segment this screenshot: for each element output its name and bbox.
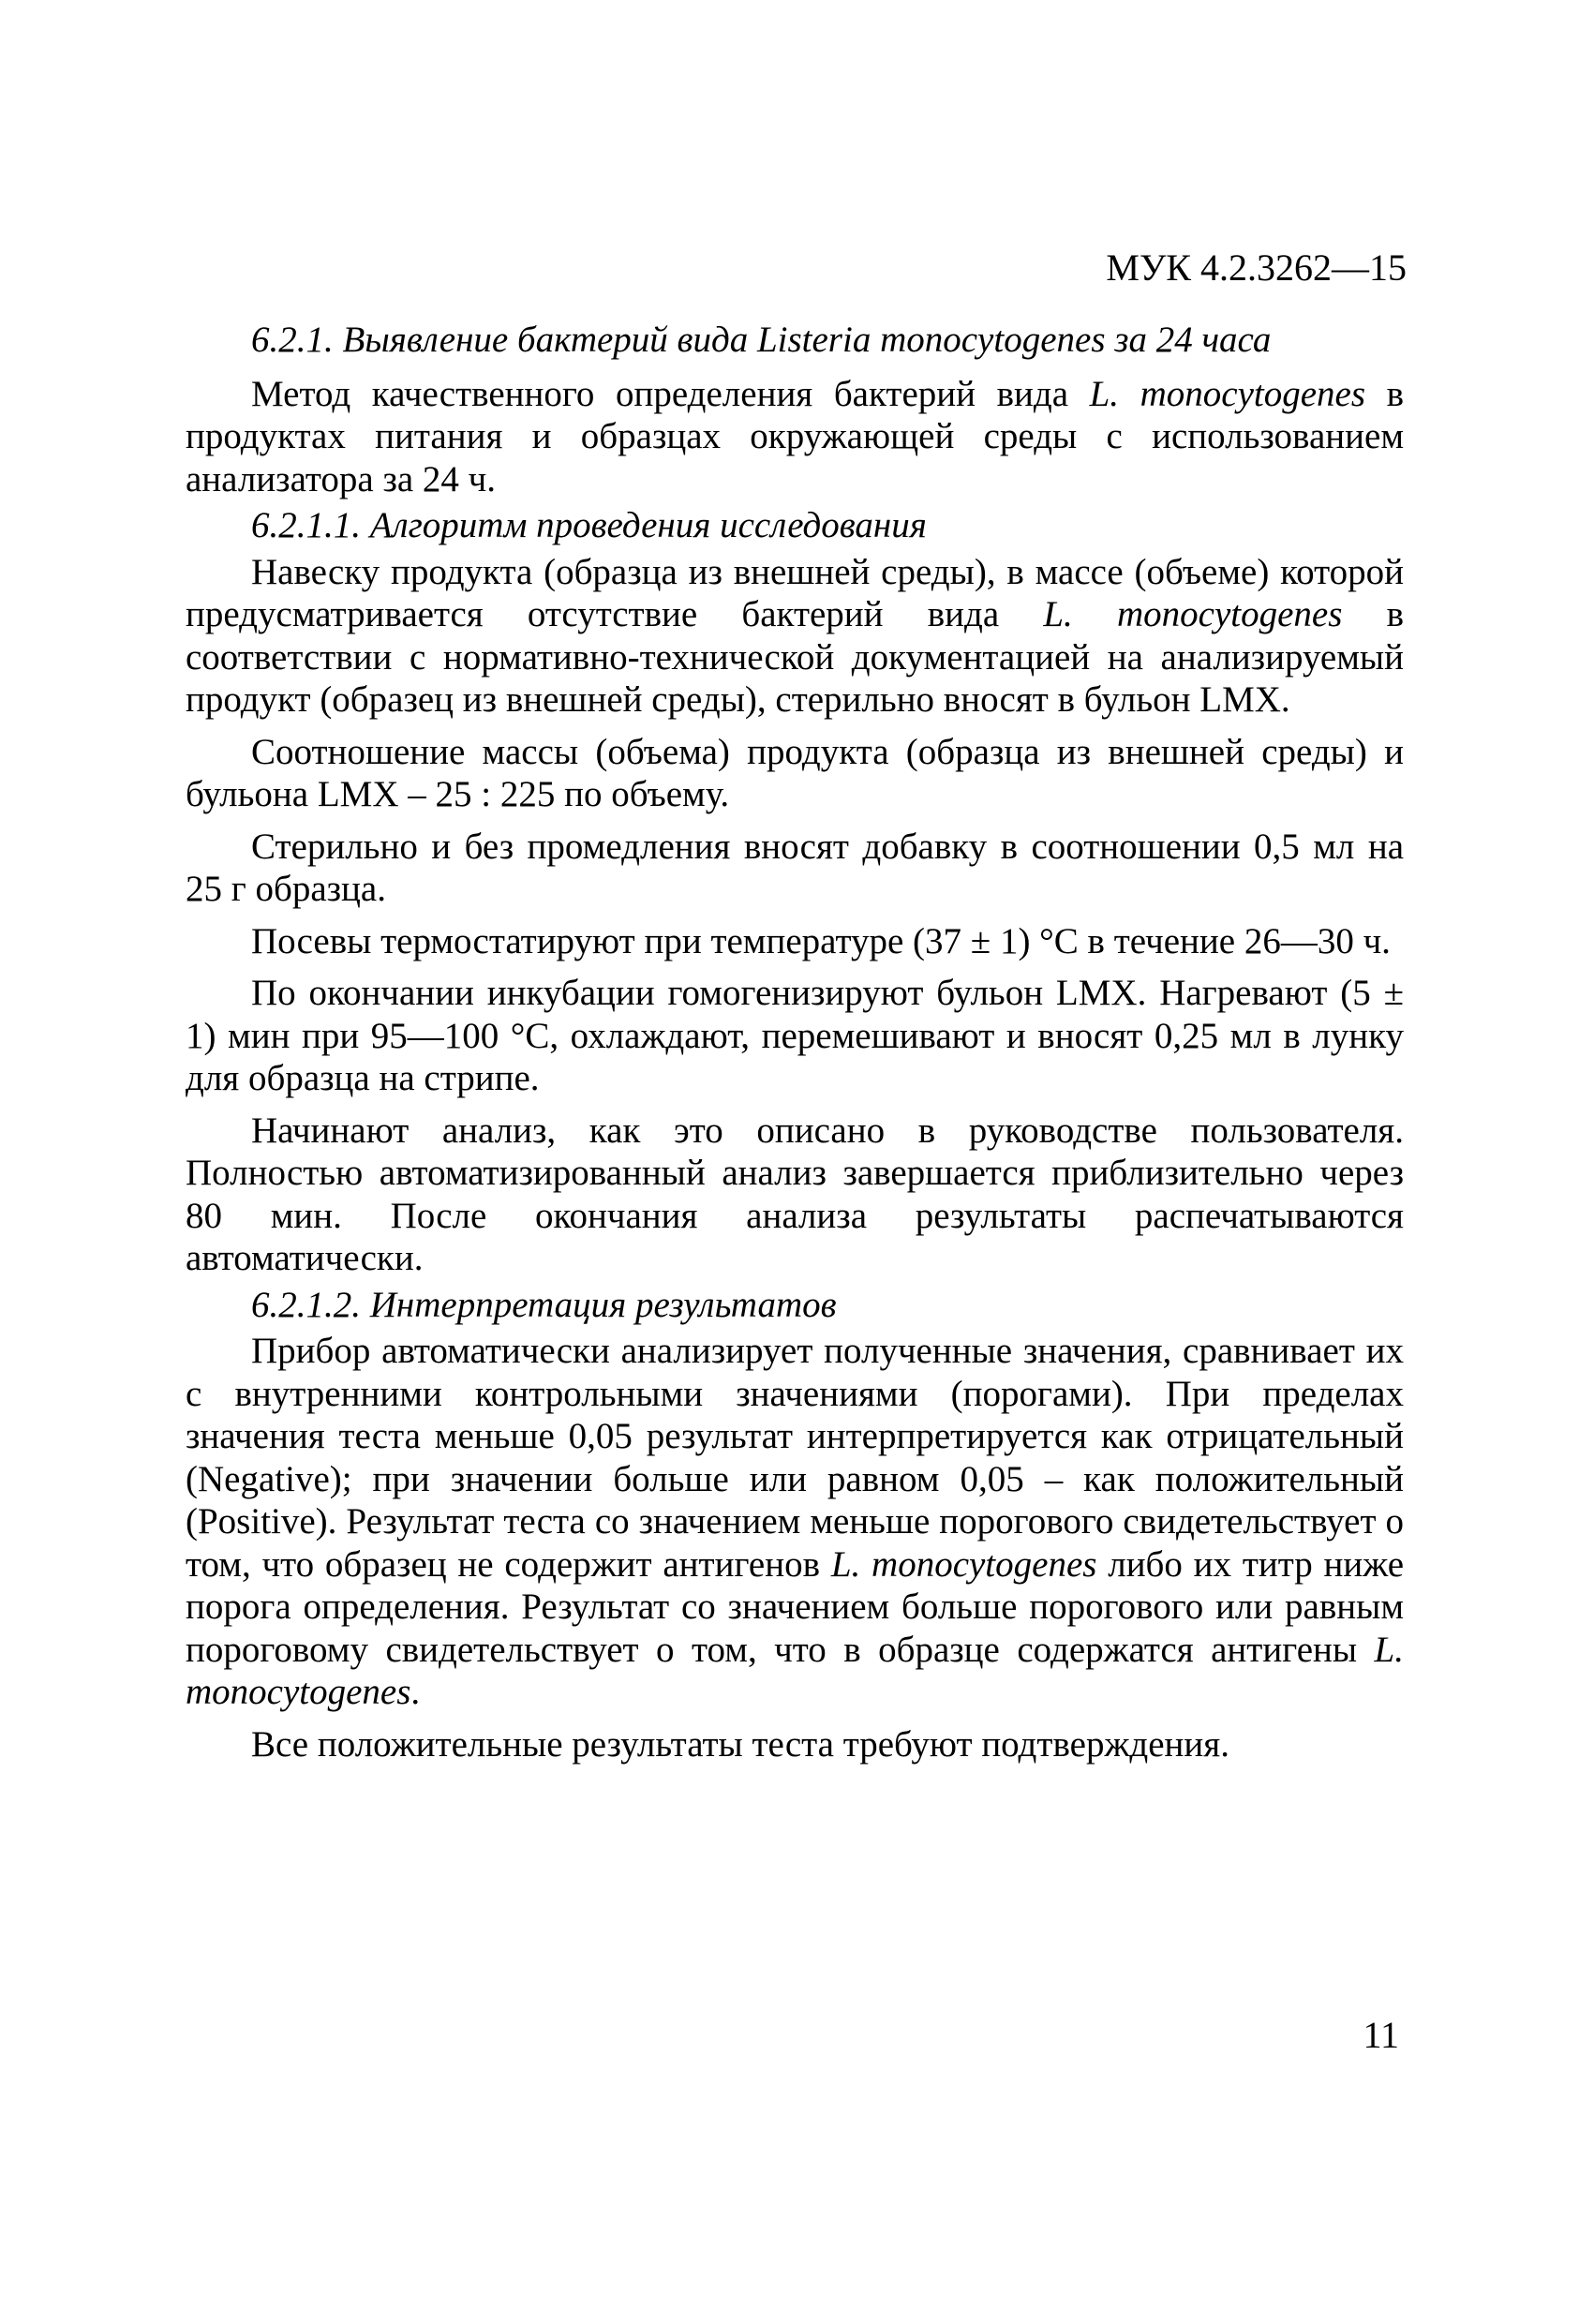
- paragraph-incubation: Посевы термостатируют при температуре (37 ± 1) °С в течение 26—30 ч.: [251, 920, 1391, 961]
- section-heading-6-2-1-2: 6.2.1.2. Интерпретация результатов: [251, 1284, 837, 1325]
- species-name: L. monocytogenes: [1089, 373, 1366, 414]
- paragraph-homogenization: По окончании инкубации гомогенизируют бульон LMX. Нагревают (5 ± 1) мин при 95—100 °С, охлаждают, перемешивают и вносят 0,25 мл в лунку для образца на стрипе.: [186, 973, 1404, 1098]
- text-run: Навеску продукта (образца из внешней среды), в массе (объеме) которой предусматривается отсутствие бактерий вида: [186, 551, 1404, 634]
- paragraph-additive: Стерильно и без промедления вносят добавку в соотношении 0,5 мл на 25 г образца.: [186, 826, 1404, 909]
- document-code: МУК 4.2.3262—15: [1106, 246, 1407, 289]
- page-body: [186, 319, 1404, 1775]
- text-run: в продуктах питания и образцах окружающей среды с использованием анализатора за 24 ч.: [186, 373, 1405, 499]
- paragraph-sample-weighing: [186, 551, 1404, 722]
- species-name: L. monocytogenes: [186, 1629, 1404, 1712]
- species-name: L. monocytogenes: [1043, 594, 1343, 634]
- text-run: .: [410, 1672, 421, 1712]
- section-heading-6-2-1: 6.2.1. Выявление бактерий вида Listeria monocytogenes за 24 часа: [251, 320, 1272, 360]
- paragraph-interpretation: [186, 1330, 1404, 1714]
- species-name: L. monocytogenes: [830, 1543, 1097, 1585]
- paragraph-mass-ratio: Соотношение массы (объема) продукта (образца из внешней среды) и бульона LMX – 25 : 225 по объему.: [186, 731, 1404, 814]
- text-run: Прибор автоматически анализирует полученные значения, сравнивает их с внутренними контрольными значениями (порогами). При пределах значения теста меньше 0,05 результат интерпретируется как отрицательный (Negative); при значении больше или равном 0,05 – как положительный (Positive). Результат теста со значением меньше порогового свидетельствует о том, что образец не содержит антигенов: [186, 1331, 1404, 1585]
- paragraph-method-intro: [186, 373, 1404, 501]
- page-number: 11: [1363, 2014, 1399, 2056]
- text-run: в соответствии с нормативно-технической документацией на анализируемый продукт (образец из внешней среды), стерильно вносят в бульон LMX.: [186, 594, 1404, 720]
- paragraph-confirmation: Все положительные результаты теста требуют подтверждения.: [251, 1723, 1229, 1765]
- paragraph-analysis-start: Начинают анализ, как это описано в руководстве пользователя. Полностью автоматизированный анализ завершается приблизительно через 80 мин. После окончания анализа результаты распечатываются автоматически.: [186, 1110, 1404, 1278]
- section-heading-6-2-1-1: 6.2.1.1. Алгоритм проведения исследования: [251, 505, 927, 545]
- text-run: Метод качественного определения бактерий вида: [251, 373, 1090, 414]
- text-run: либо их титр ниже порога определения. Результат со значением больше порогового или равным пороговому свидетельствует о том, что в образце содержатся антигены: [186, 1543, 1405, 1670]
